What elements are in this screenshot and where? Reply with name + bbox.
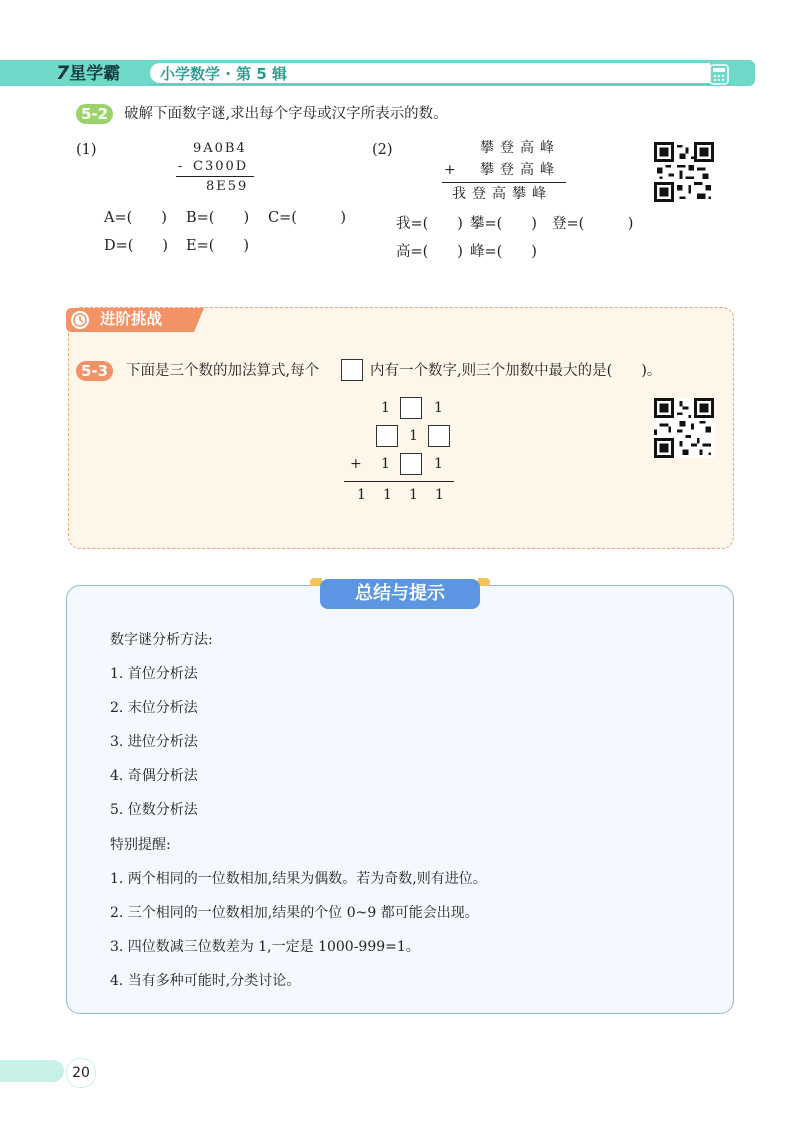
- summary-line: 2. 末位分析法: [110, 700, 198, 716]
- blank-box[interactable]: [400, 397, 422, 419]
- answer-blank-pan[interactable]: 攀=( ): [470, 216, 537, 232]
- summary-line: 3. 四位数减三位数差为 1,一定是 1000-999=1。: [110, 939, 420, 955]
- result-digit: 1: [409, 487, 418, 503]
- summary-line: 5. 位数分析法: [110, 802, 198, 818]
- footer-band: [0, 1060, 64, 1082]
- summary-line: 2. 三个相同的一位数相加,结果的个位 0~9 都可能会出现。: [110, 905, 479, 921]
- part-label-1: (1): [76, 142, 97, 158]
- challenge-panel: [68, 307, 734, 549]
- addition-row-1: 攀登高峰: [480, 140, 560, 156]
- blank-box[interactable]: [428, 425, 450, 447]
- digit-1: 1: [434, 456, 443, 472]
- page-number: 20: [66, 1058, 96, 1088]
- summary-title: 总结与提示: [320, 579, 480, 609]
- sum-rule: [344, 481, 454, 482]
- summary-line: 4. 当有多种可能时,分类讨论。: [110, 973, 301, 989]
- summary-line: 3. 进位分析法: [110, 734, 198, 750]
- qr-code-icon[interactable]: [654, 398, 714, 458]
- brand-name: 星学霸: [69, 64, 121, 84]
- answer-blank-wo[interactable]: 我=( ): [396, 216, 463, 232]
- blank-box[interactable]: [376, 425, 398, 447]
- problem-number-badge: 5-2: [76, 104, 113, 124]
- brand-logo: [56, 60, 120, 87]
- answer-blank-gao[interactable]: 高=( ): [396, 244, 463, 260]
- brand-number: 7: [56, 62, 70, 84]
- result-digit: 1: [357, 487, 366, 503]
- problem-number-badge: 5-3: [76, 361, 113, 381]
- result-digit: 1: [383, 487, 392, 503]
- qr-code-icon[interactable]: [654, 142, 714, 202]
- answer-blank-feng[interactable]: 峰=( ): [470, 244, 537, 260]
- answer-blank-deng[interactable]: 登=( ): [552, 216, 634, 232]
- problem-statement: 破解下面数字谜,求出每个字母或汉字所表示的数。: [124, 106, 448, 122]
- problem-statement-after: 内有一个数字,则三个加数中最大的是( )。: [370, 363, 662, 379]
- part-label-2: (2): [372, 142, 393, 158]
- result-digit: 1: [435, 487, 444, 503]
- subtraction-difference: 8E59: [206, 179, 249, 194]
- answer-blank-A[interactable]: A=( ): [104, 210, 167, 226]
- box-symbol: [341, 359, 363, 381]
- summary-line: 特别提醒:: [110, 837, 171, 853]
- answer-blank-C[interactable]: C=( ): [268, 210, 347, 226]
- series-subtitle: 小学数学 · 第 5 辑: [160, 65, 288, 83]
- addition-row-2: 攀登高峰: [480, 162, 560, 178]
- digit-1: 1: [381, 400, 390, 416]
- summary-line: 4. 奇偶分析法: [110, 768, 198, 784]
- problem-statement-before: 下面是三个数的加法算式,每个: [126, 363, 320, 379]
- calculator-icon: [708, 62, 732, 86]
- answer-blank-B[interactable]: B=( ): [186, 210, 250, 226]
- plus-sign: +: [444, 162, 462, 178]
- addition-sum: 我登高攀峰: [452, 186, 552, 202]
- summary-line: 1. 两个相同的一位数相加,结果为偶数。若为奇数,则有进位。: [110, 871, 487, 887]
- digit-1: 1: [381, 456, 390, 472]
- plus-sign: +: [350, 456, 362, 472]
- subtraction-subtrahend: C300D: [193, 159, 249, 174]
- equals-rule-1: [176, 176, 254, 177]
- answer-blank-E[interactable]: E=( ): [186, 238, 250, 254]
- summary-line: 1. 首位分析法: [110, 666, 198, 682]
- subtraction-minuend: 9A0B4: [193, 141, 247, 156]
- digit-1: 1: [409, 428, 418, 444]
- digit-1: 1: [434, 400, 443, 416]
- answer-blank-D[interactable]: D=( ): [104, 238, 169, 254]
- challenge-header-label: 进阶挑战: [100, 310, 163, 328]
- blank-box[interactable]: [400, 453, 422, 475]
- summary-line: 数字谜分析方法:: [110, 632, 213, 648]
- minus-sign: -: [178, 159, 185, 174]
